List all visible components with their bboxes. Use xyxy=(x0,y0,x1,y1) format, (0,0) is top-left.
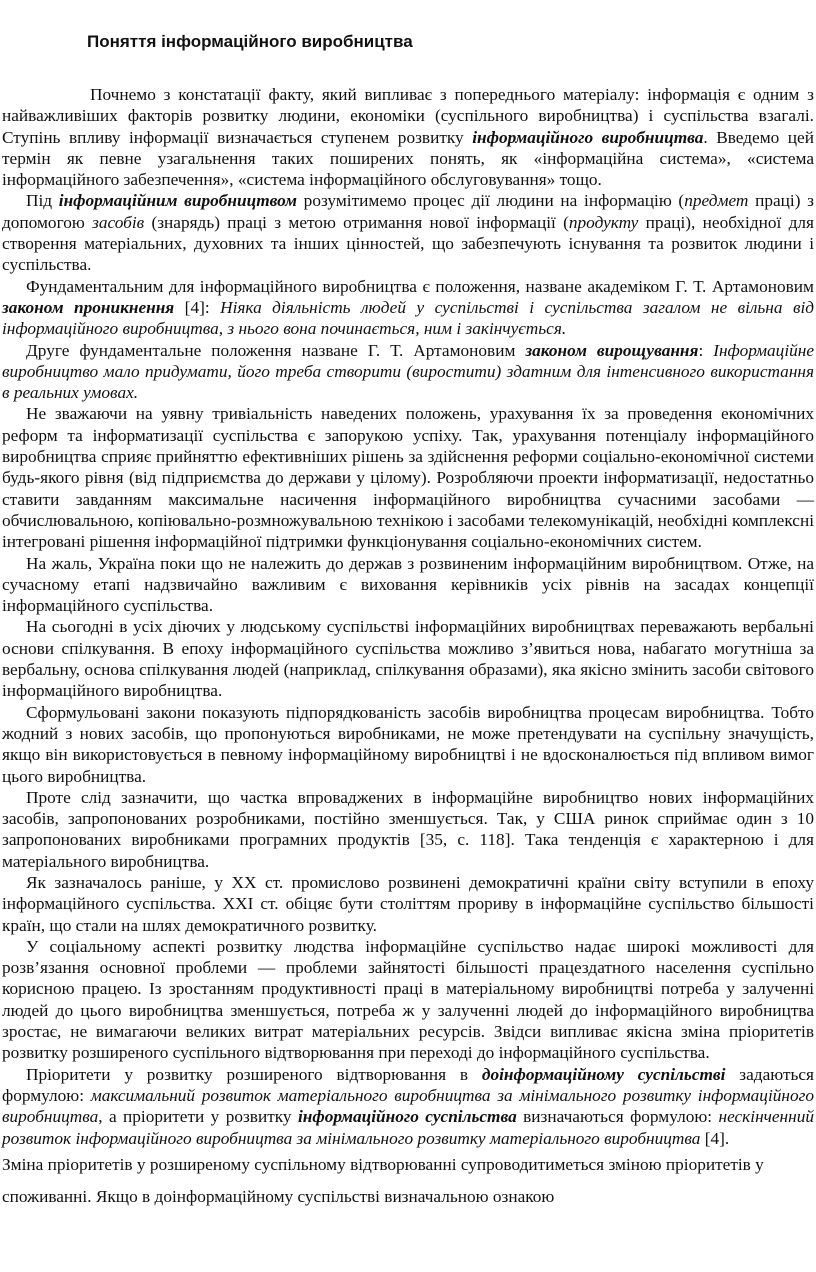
paragraph-priorities xyxy=(2,1064,814,1149)
paragraph-xx-century xyxy=(2,872,814,936)
italic-text: засобів xyxy=(92,212,145,232)
italic-text: нескінченний розвиток інформаційного виробництва за мінімального розвитку матеріального виробництва xyxy=(2,1107,814,1148)
term-emphasis: доінформаційному суспільстві xyxy=(481,1064,726,1084)
text-run: Пріоритети у розвитку розширеного відтворювання в xyxy=(26,1064,482,1084)
text-run: Друге фундаментальне положення назване Г. Т. Артамоновим xyxy=(26,340,526,360)
term-emphasis: інформаційним виробництвом xyxy=(58,191,297,211)
paragraph-laws-show xyxy=(2,702,814,787)
term-emphasis: інформаційного суспільства xyxy=(297,1107,517,1127)
paragraph-law-penetration xyxy=(2,276,814,340)
term-emphasis: інформаційного виробництва xyxy=(472,127,704,147)
text-run: праці), необхідної для створення матеріальних, духовних та інших цінностей, що забезпечують існування та розвиток людини і суспільства. xyxy=(2,212,814,275)
term-emphasis: законом вирощування xyxy=(525,340,699,360)
text-run: задаються формулою: xyxy=(2,1064,815,1105)
paragraph-law-growing xyxy=(2,340,814,404)
paragraph-consumption xyxy=(2,1149,814,1213)
italic-text: максимальний розвиток матеріального виробництва за мінімального розвитку інформаційного виробництва xyxy=(2,1085,814,1127)
text-run: Почнемо з констатації факту, який випливає з попереднього матеріалу: інформація є одним з найважливіших факторів розвитку людини, економіки (суспільного виробництва) і суспільства взагалі. Ступінь впливу інформації визначається ступенем розвитку xyxy=(2,85,814,147)
text-run: визначаються формулою: xyxy=(516,1107,719,1127)
text-run: (знарядь) праці з метою отримання нової інформації ( xyxy=(144,212,569,232)
paragraph-intro xyxy=(2,84,814,190)
text-run: [4]. xyxy=(700,1128,730,1148)
italic-text: Інформаційне виробництво мало придумати, його треба створити (виростити) здатним для інтенсивного використання в реальних умовах. xyxy=(2,340,815,403)
text-run: [4]: xyxy=(174,297,221,317)
text-run: Не зважаючи на уявну тривіальність наведених положень, урахування їх за проведення економічних реформ та інформатизації суспільства є запорукою успіху. Так, урахування потенціалу інформаційного виробництва сприяє прийняттю ефективніших рішень за здійснення реформи соціально-економічної системи будь-якого рівня (від підприємства до держави у цілому). Розробляючи проекти інформатизації, недостатньо ставити завданням максимальне насичення інформаційного виробництва сучасними засобами — обчислювальною, копіювально-розмножувальною технікою і засобами телекомунікацій, необхідні комплексні інтегровані рішення інформаційної підтримки функціонування соціально-економічних систем. xyxy=(2,404,814,552)
paragraph-share xyxy=(2,787,814,872)
paragraph-verbal xyxy=(2,616,814,701)
text-run: У соціальному аспекті розвитку людства інформаційне суспільство надає широкі можливості для розв’язання основної проблеми — проблеми зайнятості більшості працездатного населення суспільно корисною працею. Із зростанням продуктивності праці в матеріальному виробництві потреба у залученні людей до цього виробництва зменшується, потреба ж у залученні людей до інформаційного виробництва зростає, не вимагаючи великих витрат матеріальних ресурсів. Звідси випливає якісна зміна пріоритетів розвитку розширеного суспільного відтворювання при переході до інформаційного суспільства. xyxy=(2,936,814,1063)
italic-text: Ніяка діяльність людей у суспільстві і суспільства загалом не вільна від інформаційного виробництва, з нього вона починається, ним і закінчується. xyxy=(2,297,815,339)
paragraph-reforms xyxy=(2,403,814,552)
text-run: , а пріоритети у розвитку xyxy=(98,1107,298,1127)
text-run: На жаль, Україна поки що не належить до держав з розвиненим інформаційним виробництвом. Отже, на сучасному етапі надзвичайно важливим є виховання керівників усіх рівнів на засадах концепції інформаційного суспільства. xyxy=(2,553,814,616)
text-run: Зміна пріоритетів у розширеному суспільному відтворюванні супроводитиметься зміною пріоритетів у споживанні. Якщо в доінформаційному суспільстві визначальною ознакою xyxy=(2,1154,764,1206)
page-title: Поняття інформаційного виробництва xyxy=(87,32,413,51)
text-run: Як зазначалось раніше, у ХХ ст. промислово розвинені демократичні країни світу вступили в епоху інформаційного суспільства. XXI ст. обіцяє бути століттям прориву в інформаційне суспільство більшості країн, що стали на шлях демократичного розвитку. xyxy=(2,872,814,935)
italic-text: предмет xyxy=(684,191,749,211)
text-run: . Введемо цей термін як певне узагальнення таких поширених понять, як «інформаційна система», «система інформаційного забезпечення», «система інформаційного обслуговування» тощо. xyxy=(2,127,814,190)
text-run: Фундаментальним для інформаційного виробництва є положення, назване академіком Г. Т. Артамоновим xyxy=(26,276,814,296)
paragraph-definition xyxy=(2,190,814,275)
text-run: Під xyxy=(26,191,59,211)
text-run: На сьогодні в усіх діючих у людському суспільстві інформаційних виробництвах переважають вербальні основи спілкування. В епоху інформаційного суспільства можливо з’явиться нова, набагато могутніша за вербальну, основа спілкування людей (наприклад, спілкування образами), яка якісно змінить засоби світового інформаційного виробництва. xyxy=(2,617,814,701)
text-run: розумітимемо процес дії людини на інформацію ( xyxy=(297,191,685,211)
text-run: : xyxy=(698,340,714,360)
paragraph-social-aspect xyxy=(2,936,814,1064)
italic-text: продукту xyxy=(568,212,639,232)
text-run: Проте слід зазначити, що частка впроваджених в інформаційне виробництво нових інформаційних засобів, запропонованих розробниками, постійно зменшується. Так, у США ринок сприймає один з 10 запропонованих виробниками програмних продуктів [35, с. 118]. Така тенденція є характерною і для матеріального виробництва. xyxy=(2,787,814,871)
paragraph-ukraine xyxy=(2,553,814,617)
text-run: праці) з допомогою xyxy=(2,191,814,232)
term-emphasis: законом проникнення xyxy=(2,297,175,317)
text-run: Сформульовані закони показують підпорядкованість засобів виробництва процесам виробництва. Тобто жодний з нових засобів, що пропонуються виробниками, не може претендувати на суспільну значущість, якщо він використовується в певному інформаційному виробництві і не вдосконалюється під впливом вимог цього виробництва. xyxy=(2,702,814,786)
